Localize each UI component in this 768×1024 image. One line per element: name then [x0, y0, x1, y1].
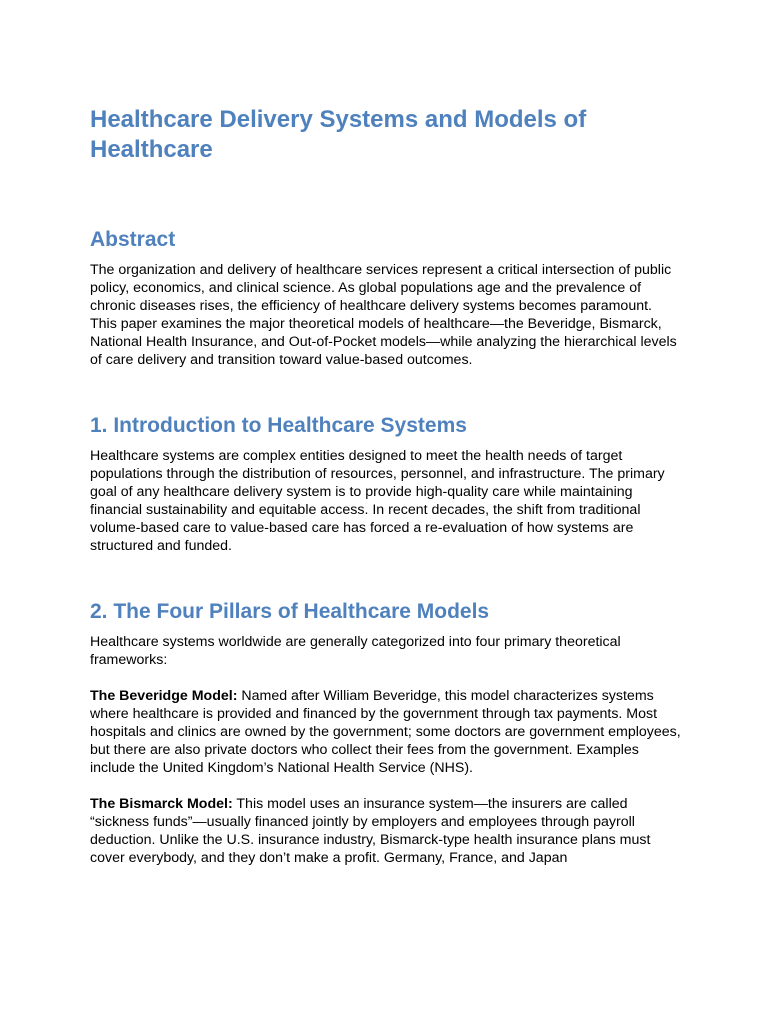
section-1-paragraph: Healthcare systems are complex entities designed to meet the health needs of target populations through the distribution of resources, personnel, and infrastructure. The primary goal of any healthcare delivery system is to provide high-quality care while maintaining financial sustainability and equitable access. In recent decades, the shift from traditional volume-based care to value-based care has forced a re-evaluation of how systems are structured and funded.: [90, 448, 665, 554]
section-1-heading: 1. Introduction to Healthcare Systems: [90, 414, 467, 437]
bismarck-model-label: The Bismarck Model:: [90, 796, 233, 812]
document-title: Healthcare Delivery Systems and Models of Healthcare: [90, 106, 587, 163]
beveridge-model-label: The Beveridge Model:: [90, 688, 238, 704]
section-2-heading: 2. The Four Pillars of Healthcare Models: [90, 600, 490, 623]
section-2-intro-paragraph: Healthcare systems worldwide are generally categorized into four primary theoretical frameworks:: [90, 634, 621, 668]
bismarck-model-paragraph: [90, 795, 682, 867]
bismarck-model-text: This model uses an insurance system—the insurers are called “sickness funds”—usually financed jointly by employers and employees through payroll deduction. Unlike the U.S. insurance industry, Bismarck-type health insurance plans must cover everybody, and they don’t make a profit. Germany, France, and Japan: [90, 796, 651, 866]
document-page: [90, 105, 682, 867]
abstract-heading: Abstract: [90, 228, 176, 251]
beveridge-model-text: Named after William Beveridge, this model characterizes systems where healthcare is provided and financed by the government through tax payments. Most hospitals and clinics are owned by the government; some doctors are government employees, but there are also private doctors who collect their fees from the government. Examples include the United Kingdom’s National Health Service (NHS).: [90, 688, 681, 776]
abstract-paragraph: The organization and delivery of healthcare services represent a critical intersection of public policy, economics, and clinical science. As global populations age and the prevalence of chronic diseases rises, the efficiency of healthcare delivery systems becomes paramount. This paper examines the major theoretical models of healthcare—the Beveridge, Bismarck, National Health Insurance, and Out-of-Pocket models—while analyzing the hierarchical levels of care delivery and transition toward value-based outcomes.: [90, 262, 677, 368]
beveridge-model-paragraph: [90, 687, 682, 777]
